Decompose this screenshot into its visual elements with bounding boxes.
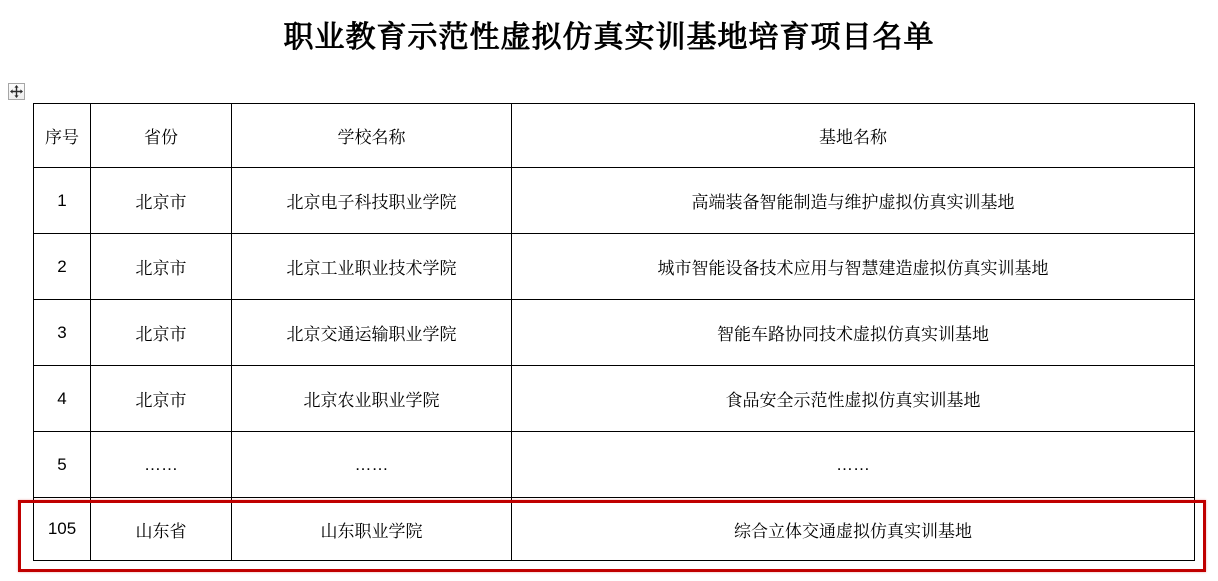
table-move-handle[interactable] bbox=[8, 83, 25, 100]
cell-base: 综合立体交通虚拟仿真实训基地 bbox=[512, 498, 1195, 561]
cell-base: 食品安全示范性虚拟仿真实训基地 bbox=[512, 366, 1195, 432]
cell-no: 4 bbox=[34, 366, 91, 432]
cell-no: 5 bbox=[34, 432, 91, 498]
table-row bbox=[34, 234, 1195, 300]
cell-province: 北京市 bbox=[91, 300, 232, 366]
column-header-school: 学校名称 bbox=[232, 104, 512, 168]
table-row bbox=[34, 168, 1195, 234]
column-header-base: 基地名称 bbox=[512, 104, 1195, 168]
page-title: 职业教育示范性虚拟仿真实训基地培育项目名单 bbox=[283, 21, 935, 54]
cell-province: 山东省 bbox=[91, 498, 232, 561]
cell-no: 2 bbox=[34, 234, 91, 300]
column-header-no: 序号 bbox=[34, 104, 91, 168]
cell-province: 北京市 bbox=[91, 366, 232, 432]
cell-base: 智能车路协同技术虚拟仿真实训基地 bbox=[512, 300, 1195, 366]
table-header-row bbox=[34, 104, 1195, 168]
cell-no: 105 bbox=[34, 498, 91, 561]
table-row-highlighted bbox=[34, 498, 1195, 561]
table-row bbox=[34, 366, 1195, 432]
cell-base: 高端装备智能制造与维护虚拟仿真实训基地 bbox=[512, 168, 1195, 234]
column-header-province: 省份 bbox=[91, 104, 232, 168]
cell-province: …… bbox=[91, 432, 232, 498]
cell-school: …… bbox=[232, 432, 512, 498]
cell-base: …… bbox=[512, 432, 1195, 498]
cell-school: 北京工业职业技术学院 bbox=[232, 234, 512, 300]
project-list-table bbox=[33, 103, 1195, 561]
cell-base: 城市智能设备技术应用与智慧建造虚拟仿真实训基地 bbox=[512, 234, 1195, 300]
table-row bbox=[34, 300, 1195, 366]
cell-school: 山东职业学院 bbox=[232, 498, 512, 561]
cell-school: 北京电子科技职业学院 bbox=[232, 168, 512, 234]
cell-no: 3 bbox=[34, 300, 91, 366]
cell-province: 北京市 bbox=[91, 168, 232, 234]
move-cross-icon bbox=[10, 85, 23, 98]
cell-province: 北京市 bbox=[91, 234, 232, 300]
cell-school: 北京农业职业学院 bbox=[232, 366, 512, 432]
cell-school: 北京交通运输职业学院 bbox=[232, 300, 512, 366]
table-row-ellipsis bbox=[34, 432, 1195, 498]
cell-no: 1 bbox=[34, 168, 91, 234]
